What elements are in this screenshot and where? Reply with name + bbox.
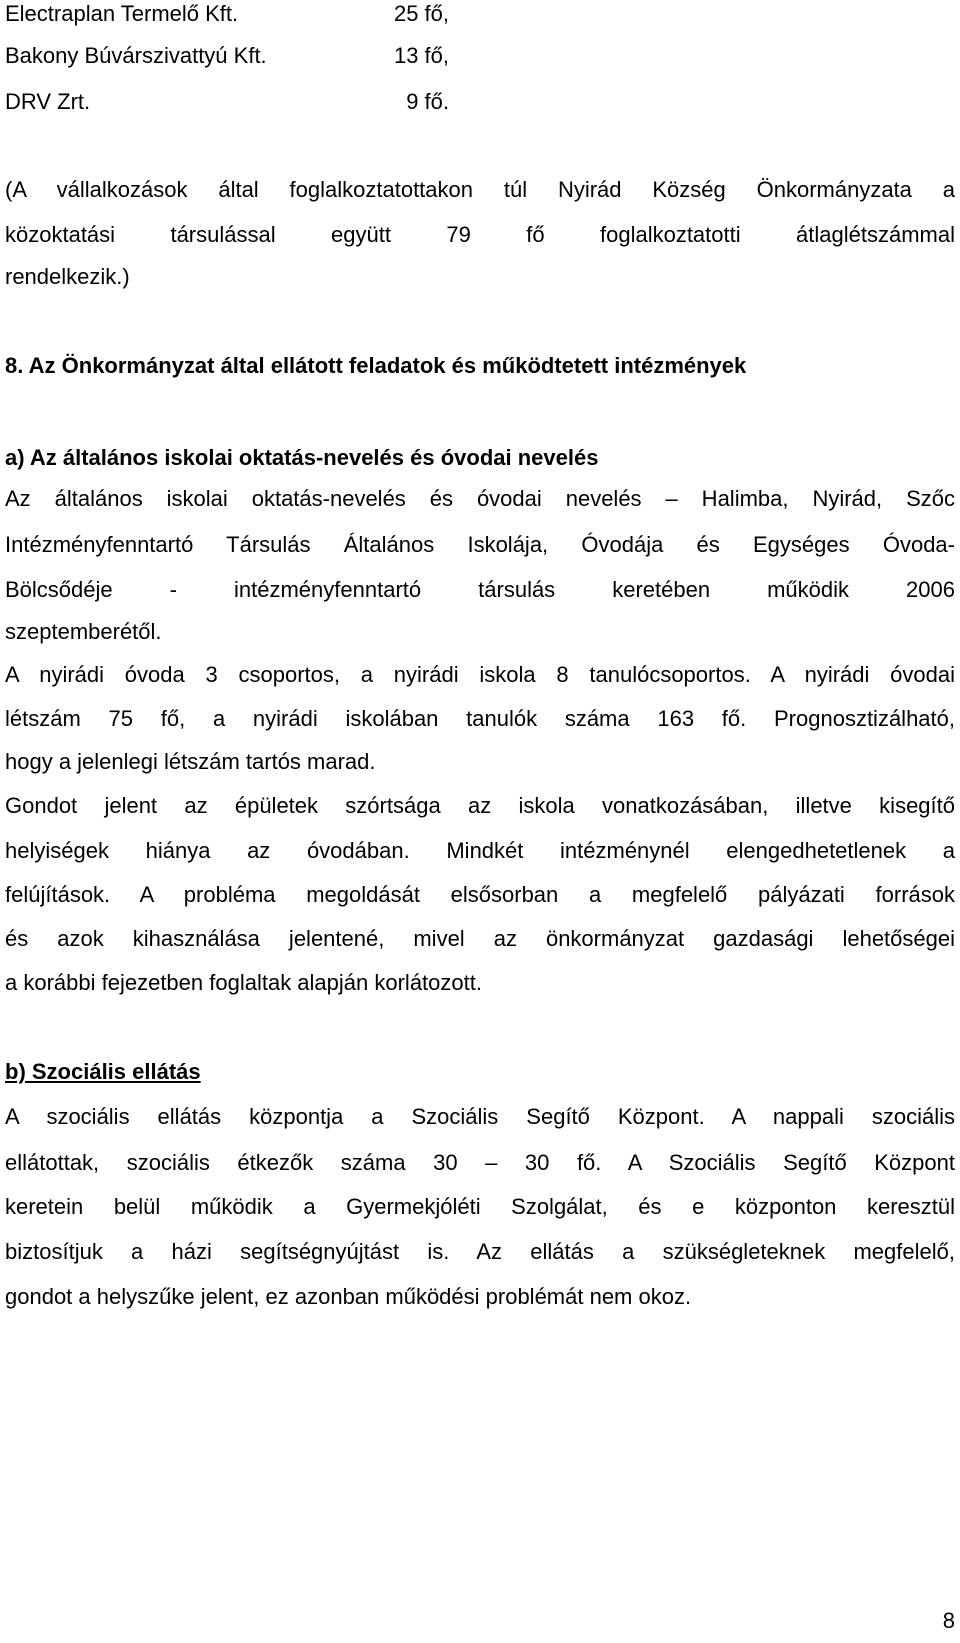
paragraph-line: Az általános iskolai oktatás-nevelés és óvodai nevelés – Halimba, Nyirád, Szőc xyxy=(5,486,955,511)
paragraph-line: hogy a jelenlegi létszám tartós marad. xyxy=(5,749,376,774)
employer-name: DRV Zrt. xyxy=(5,89,91,114)
paragraph-line: Intézményfenntartó Társulás Általános Iskolája, Óvodája és Egységes Óvoda- xyxy=(5,532,955,557)
employer-count: 9 fő. xyxy=(406,89,449,114)
employer-count: 25 fő, xyxy=(393,1,449,26)
section-heading: 8. Az Önkormányzat által ellátott feladatok és működtetett intézmények xyxy=(5,353,747,378)
document-page xyxy=(5,0,955,1643)
paragraph-line: Bölcsődéje - intézményfenntartó társulás keretében működik 2006 xyxy=(5,577,955,602)
paragraph-line: szeptemberétől. xyxy=(5,619,162,644)
paragraph-line: felújítások. A probléma megoldását elsősorban a megfelelő pályázati források xyxy=(5,882,955,907)
paragraph-line: ellátottak, szociális étkezők száma 30 – 30 fő. A Szociális Segítő Központ xyxy=(5,1150,955,1175)
paragraph-line: létszám 75 fő, a nyirádi iskolában tanulók száma 163 fő. Prognosztizálható, xyxy=(5,706,955,731)
paragraph-line: biztosítjuk a házi segítségnyújtást is. Az ellátás a szükségleteknek megfelelő, xyxy=(5,1239,955,1264)
paragraph-line: helyiségek hiánya az óvodában. Mindkét intézménynél elengedhetetlenek a xyxy=(5,838,955,863)
subsection-heading: a) Az általános iskolai oktatás-nevelés és óvodai nevelés xyxy=(5,445,599,470)
paragraph-line: A szociális ellátás központja a Szociális Segítő Központ. A nappali szociális xyxy=(5,1104,955,1129)
subsection-heading: b) Szociális ellátás xyxy=(5,1059,201,1084)
paragraph-line: Gondot jelent az épületek szórtsága az iskola vonatkozásában, illetve kisegítő xyxy=(5,793,955,818)
employer-name: Electraplan Termelő Kft. xyxy=(5,1,239,26)
page-number: 8 xyxy=(942,1608,955,1633)
paragraph-line: keretein belül működik a Gyermekjóléti Szolgálat, és e központon keresztül xyxy=(5,1194,955,1219)
paragraph-line: A nyirádi óvoda 3 csoportos, a nyirádi iskola 8 tanulócsoportos. A nyirádi óvodai xyxy=(5,662,955,687)
paragraph-line: a korábbi fejezetben foglaltak alapján korlátozott. xyxy=(5,970,482,995)
paragraph-line: gondot a helyszűke jelent, ez azonban működési problémát nem okoz. xyxy=(5,1284,692,1309)
employer-count: 13 fő, xyxy=(393,43,449,68)
employer-name: Bakony Búvárszivattyú Kft. xyxy=(5,43,267,68)
paragraph-line: és azok kihasználása jelentené, mivel az önkormányzat gazdasági lehetőségei xyxy=(5,926,955,951)
paragraph-line: rendelkezik.) xyxy=(5,264,130,289)
paragraph-line: (A vállalkozások által foglalkoztatottakon túl Nyirád Község Önkormányzata a xyxy=(5,177,955,202)
paragraph-line: közoktatási társulással együtt 79 fő foglalkoztatotti átlaglétszámmal xyxy=(5,222,955,247)
